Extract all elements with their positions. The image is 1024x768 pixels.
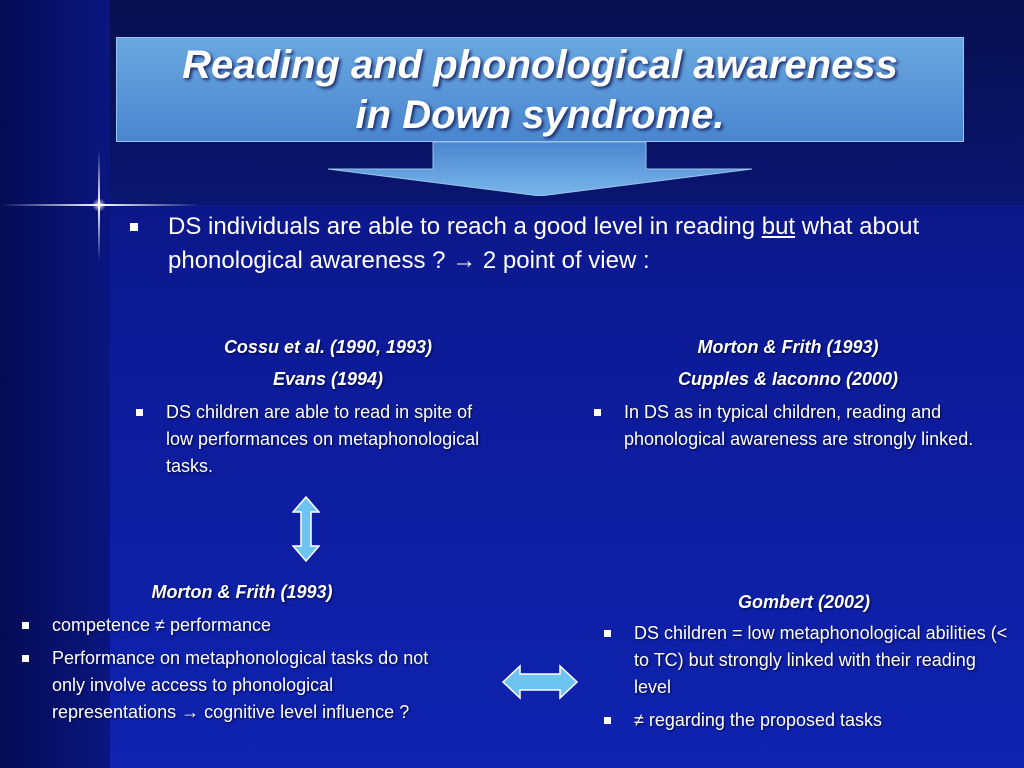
bottom-left-heading: Morton & Frith (1993) — [151, 582, 333, 602]
left-column-heading — [148, 331, 508, 395]
list-item-text: DS children are able to read in spite of low performances on metaphonological tasks. — [166, 402, 480, 476]
list-item — [14, 612, 434, 639]
bullet-square-icon — [604, 717, 611, 724]
list-item-text-part: Performance on metaphonological tasks do not only involve access to phonological representations — [52, 648, 429, 722]
main-bullet-part3: 2 point of view : — [476, 247, 650, 274]
list-item — [596, 707, 1014, 734]
list-item — [14, 645, 434, 726]
up-down-arrow-icon — [292, 496, 320, 562]
main-bullet-part1: DS individuals are able to reach a good level in reading — [168, 213, 762, 240]
title-line-2: in Down syndrome. — [355, 92, 725, 137]
bullet-square-icon — [604, 630, 611, 637]
list-item — [128, 399, 498, 480]
left-right-arrow-icon — [502, 664, 578, 700]
right-column-heading — [598, 331, 978, 395]
bottom-left-list — [14, 612, 434, 732]
list-item-text — [52, 648, 428, 722]
list-item-text-part: cognitive level influence ? — [199, 702, 410, 722]
bullet-square-icon — [130, 223, 138, 231]
right-arrow-icon: → — [452, 247, 477, 274]
right-heading-line2: Cupples & Iaconno (2000) — [677, 369, 899, 389]
list-item-text: ≠ regarding the proposed tasks — [634, 710, 883, 730]
list-item-text: competence ≠ performance — [52, 615, 271, 635]
list-item — [596, 620, 1014, 701]
right-column-list — [586, 399, 996, 459]
sparkle-star-icon — [92, 198, 106, 212]
left-heading-line2: Evans (1994) — [272, 369, 384, 389]
bottom-right-list — [596, 620, 1014, 740]
bullet-square-icon — [22, 655, 29, 662]
bullet-square-icon — [594, 409, 601, 416]
right-arrow-icon: → — [181, 702, 200, 722]
left-heading-line1: Cossu et al. (1990, 1993) — [223, 337, 433, 357]
list-item-text: DS children = low metaphonological abilities (< to TC) but strongly linked with their reading level — [634, 623, 1008, 697]
title-box — [116, 37, 964, 142]
list-item — [586, 399, 996, 453]
main-bullet-underlined: but — [761, 213, 796, 240]
right-heading-line1: Morton & Frith (1993) — [697, 337, 879, 357]
left-column-list — [128, 399, 498, 486]
bullet-square-icon — [136, 409, 143, 416]
bullet-square-icon — [22, 622, 29, 629]
main-bullet-part2: what about phonological awareness ? — [168, 213, 920, 274]
main-bullet — [130, 210, 930, 278]
list-item-text: In DS as in typical children, reading and phonological awareness are strongly linked. — [624, 402, 974, 449]
bottom-right-heading: Gombert (2002) — [737, 592, 871, 612]
title-line-1: Reading and phonological awareness — [182, 42, 898, 87]
down-arrow-icon — [328, 142, 752, 196]
main-bullet-text — [168, 210, 930, 278]
